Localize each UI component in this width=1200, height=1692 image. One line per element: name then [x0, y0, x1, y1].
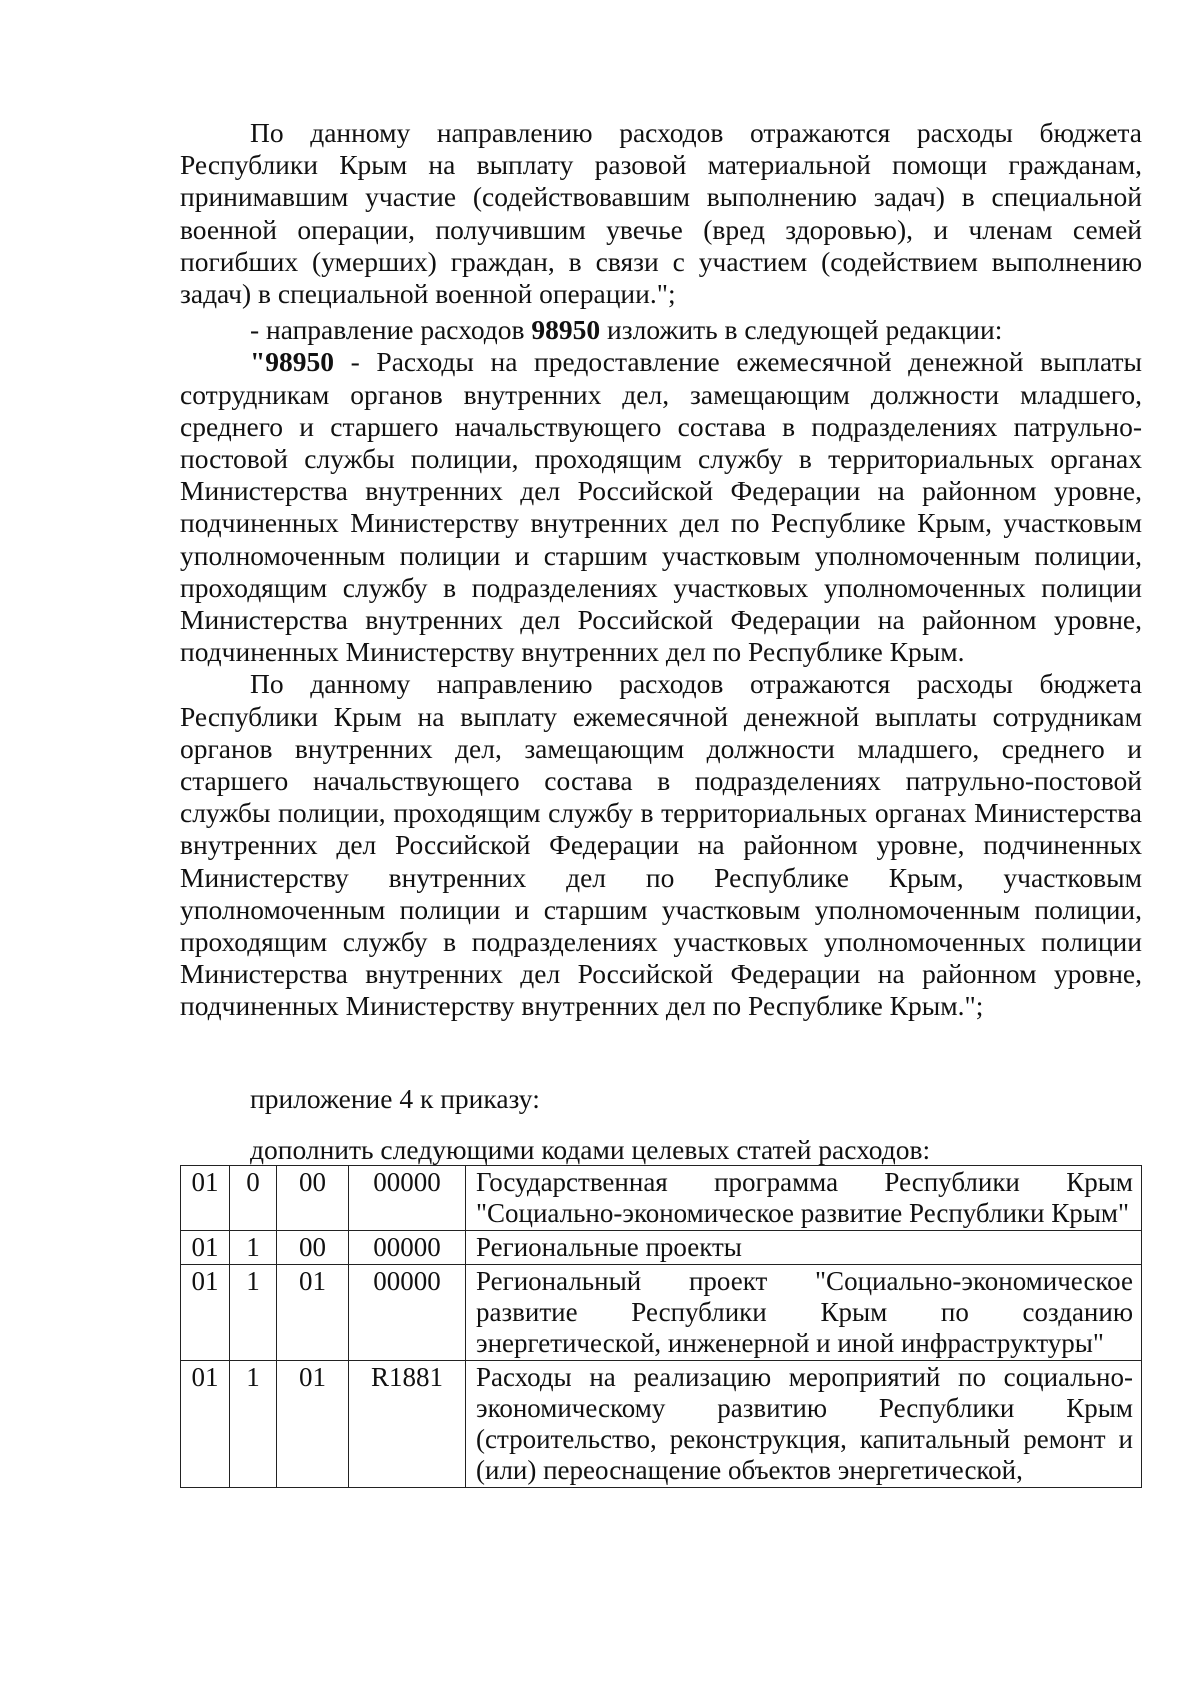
paragraph-4: По данному направлению расходов отражаются расходы бюджета Республики Крым на выплату ежемесячной денежной выплаты сотрудникам органов внутренних дел, замещающим должности младшего, среднего и старшего начальствующего состава в подразделениях патрульно-постовой службы полиции, проходящим службу в территориальных органах Министерства внутренних дел Российской Федерации на районном уровне, подчиненных Министерству внутренних дел по Республике Крым, участковым уполномоченным полиции и старшим участковым уполномоченным полиции, проходящим службу в подразделениях участковых уполномоченных полиции Министерства внутренних дел Российской Федерации на районном уровне, подчиненных Министерству внутренних дел по Республике Крым."; — [180, 668, 1142, 1022]
program-code: 01 — [181, 1231, 230, 1265]
row-description: Расходы на реализацию мероприятий по социально-экономическому развитию Республики Крым (строительство, реконструкция, капитальный ремонт и (или) переоснащение объектов энергетической, — [466, 1361, 1142, 1488]
event-code: 01 — [277, 1265, 349, 1361]
program-code: 01 — [181, 1166, 230, 1231]
subprogram-code: 1 — [230, 1265, 277, 1361]
codes-table — [180, 1165, 1142, 1488]
subprogram-code: 1 — [230, 1231, 277, 1265]
paragraph-1: По данному направлению расходов отражаются расходы бюджета Республики Крым на выплату разовой материальной помощи гражданам, принимавшим участие (содействовавшим выполнению задач) в специальной военной операции, получившим увечье (вред здоровью), и членам семей погибших (умерших) граждан, в связи с участием (содействием выполнению задач) в специальной военной операции."; — [180, 117, 1142, 310]
paragraph-2-suffix: изложить в следующей редакции: — [600, 314, 1003, 346]
appendix-line: приложение 4 к приказу: — [250, 1083, 540, 1114]
program-code: 01 — [181, 1265, 230, 1361]
supplement-line: дополнить следующими кодами целевых статей расходов: — [250, 1134, 931, 1165]
paragraph-3 — [180, 346, 1142, 668]
table-row — [181, 1166, 1142, 1231]
table-row — [181, 1231, 1142, 1265]
row-description: Региональные проекты — [466, 1231, 1142, 1265]
event-code: 00 — [277, 1231, 349, 1265]
paragraph-2 — [180, 314, 1142, 346]
paragraph-3-code: "98950 — [250, 346, 335, 378]
direction-code: R1881 — [349, 1361, 466, 1488]
row-description: Региональный проект "Социально-экономическое развитие Республики Крым по созданию энергетической, инженерной и иной инфраструктуры" — [466, 1265, 1142, 1361]
subprogram-code: 1 — [230, 1361, 277, 1488]
table-row — [181, 1361, 1142, 1488]
event-code: 01 — [277, 1361, 349, 1488]
direction-code: 00000 — [349, 1166, 466, 1231]
direction-code: 00000 — [349, 1265, 466, 1361]
subprogram-code: 0 — [230, 1166, 277, 1231]
table-row — [181, 1265, 1142, 1361]
paragraph-2-prefix: - направление расходов — [250, 314, 532, 346]
main-text — [180, 117, 1142, 1023]
direction-code: 00000 — [349, 1231, 466, 1265]
program-code: 01 — [181, 1361, 230, 1488]
event-code: 00 — [277, 1166, 349, 1231]
paragraph-2-code: 98950 — [531, 314, 601, 346]
paragraph-3-text: - Расходы на предоставление ежемесячной денежной выплаты сотрудникам органов внутренних дел, замещающим должности младшего, среднего и старшего начальствующего состава в подразделениях патрульно-постовой службы полиции, проходящим службу в территориальных органах Министерства внутренних дел Российской Федерации на районном уровне, подчиненных Министерству внутренних дел по Республике Крым, участковым уполномоченным полиции и старшим участковым уполномоченным полиции, проходящим службу в подразделениях участковых уполномоченных полиции Министерства внутренних дел Российской Федерации на районном уровне, подчиненных Министерству внутренних дел по Республике Крым. — [180, 346, 1142, 668]
row-description: Государственная программа Республики Крым "Социально-экономическое развитие Республики Крым" — [466, 1166, 1142, 1231]
